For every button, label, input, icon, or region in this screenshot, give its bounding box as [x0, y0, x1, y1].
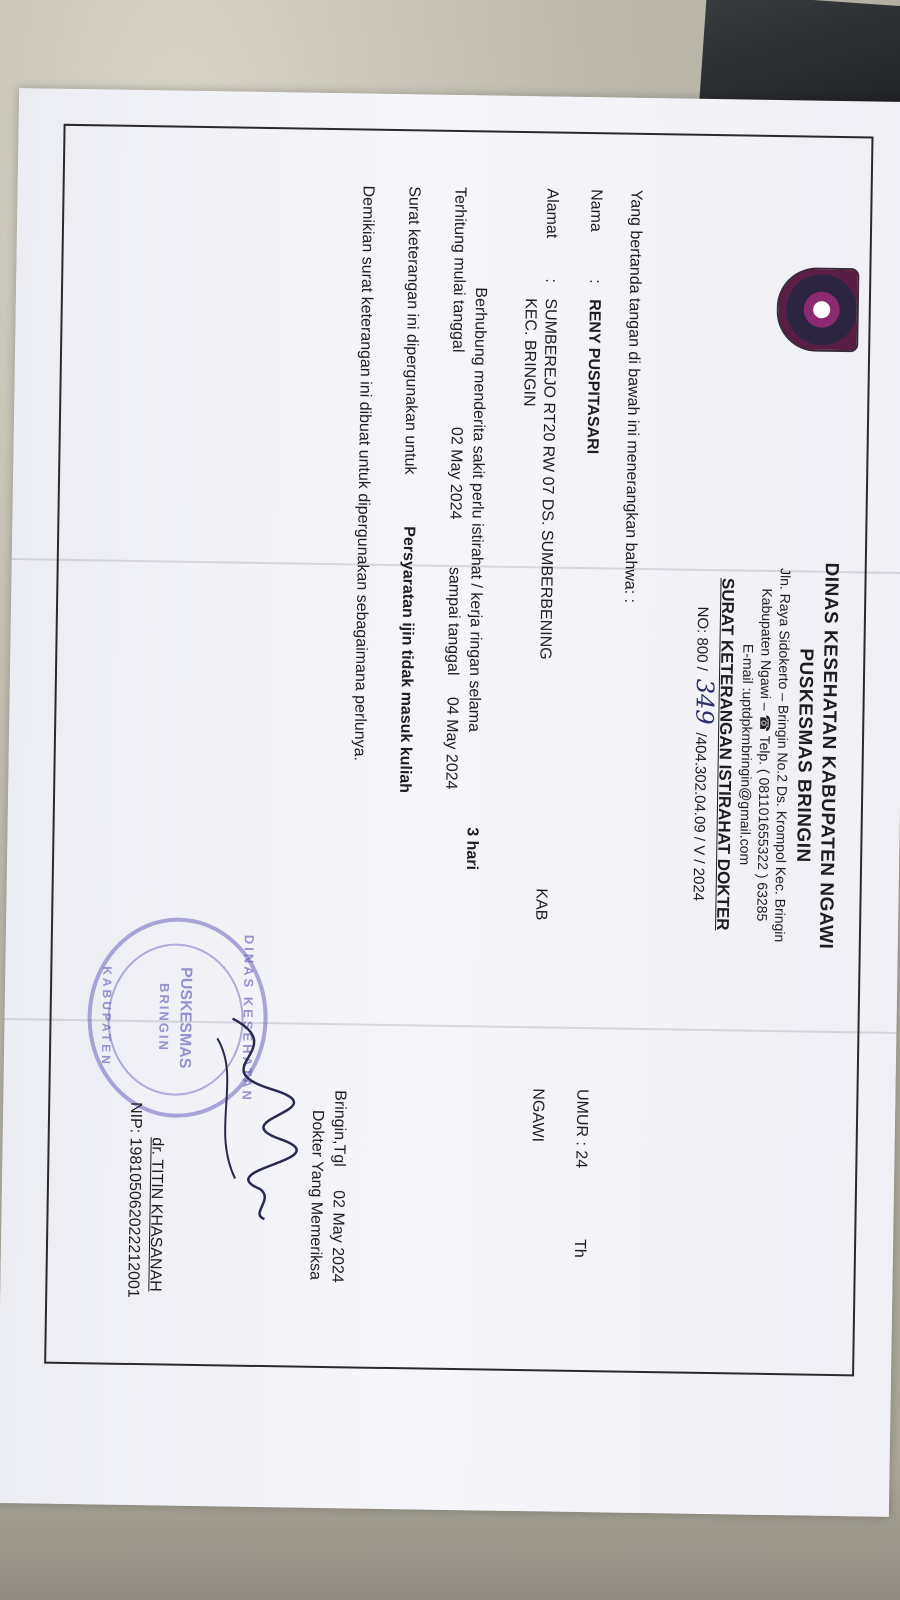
age-unit: Th	[570, 1238, 589, 1258]
sick-duration: 3 hari	[462, 827, 481, 871]
email-line: E-mail :uptdpkmbringin@gmail.com	[737, 643, 757, 866]
name-label: Nama	[586, 189, 605, 232]
letter-number-prefix: NO: 800 /	[693, 606, 712, 671]
stamp-top-text: DINAS KESEHATAN	[239, 934, 257, 1103]
doctor-signature	[189, 1008, 312, 1230]
sick-text: Berhubung menderita sakit perlu istirahat / kerja ringan selama	[465, 287, 490, 733]
closing-text: Demikian surat keterangan ini dibuat untuk dipergunakan sebagaimana perlunya.	[350, 185, 377, 762]
intro-text: Yang bertanda tangan di bawah ini menerangkan bahwa: :	[621, 189, 645, 604]
address-kab: KAB	[532, 888, 550, 921]
doctor-name: dr. TITIN KHASANAH	[146, 1137, 166, 1292]
doctor-nip: NIP: 198105062022212001	[124, 1101, 145, 1298]
letter-title: SURAT KETERANGAN ISTIRAHAT DOKTER	[713, 577, 738, 931]
place-date-label: Bringin,Tgl	[330, 1090, 349, 1167]
stamp-middle-text: PUSKESMAS	[175, 966, 195, 1069]
place-date-value: 02 May 2024	[328, 1190, 347, 1283]
end-label: sampai tanggal	[443, 566, 463, 676]
purpose-label: Surat keterangan ini dipergunakan untuk	[401, 186, 423, 475]
name-colon: :	[586, 279, 604, 284]
name-value: RENY PUSPITASARI	[583, 299, 603, 455]
letter-number-suffix: /404.302.04.09 / V / 2024	[689, 732, 710, 902]
stamp-bottom-text: KABUPATEN	[98, 966, 115, 1067]
letter-body	[350, 185, 646, 1330]
agency-name: DINAS KESEHATAN KABUPATEN NGAWI	[814, 562, 842, 950]
end-date: 04 May 2024	[442, 696, 461, 790]
letter-paper	[0, 88, 900, 1517]
letter-document	[44, 124, 873, 1377]
address-line-1: Jln. Raya Sidokerto – Bringin No.2 Ds. Krompol Kec. Bringin	[771, 567, 794, 943]
purpose-value: Persyaratan ijin tidak masuk kuliah	[396, 526, 418, 794]
address-value-line-2: KEC. BRINGIN	[520, 298, 539, 407]
letterhead	[680, 136, 849, 1374]
examining-doctor-role: Dokter Yang Memeriksa	[306, 1109, 327, 1281]
letter-number-handwritten: 349	[690, 678, 719, 725]
address-value-line-1: SUMBEREJO RT20 RW 07 DS. SUMBERBENING	[536, 298, 559, 660]
puskesmas-name: PUSKESMAS BRINGIN	[792, 648, 817, 863]
address-ngawi: NGAWI	[528, 1088, 547, 1143]
age-label: UMUR : 24	[572, 1088, 591, 1169]
start-label: Terhitung mulai tanggal	[449, 186, 469, 353]
address-line-2: Kabupaten Ngawi – ☎ Telp. ( 081101655322 ) 63285	[754, 588, 776, 922]
address-label: Alamat	[542, 188, 561, 239]
stamp-sub-text: BRINGIN	[156, 982, 173, 1053]
start-date: 02 May 2024	[446, 426, 465, 520]
address-colon: :	[542, 278, 560, 284]
